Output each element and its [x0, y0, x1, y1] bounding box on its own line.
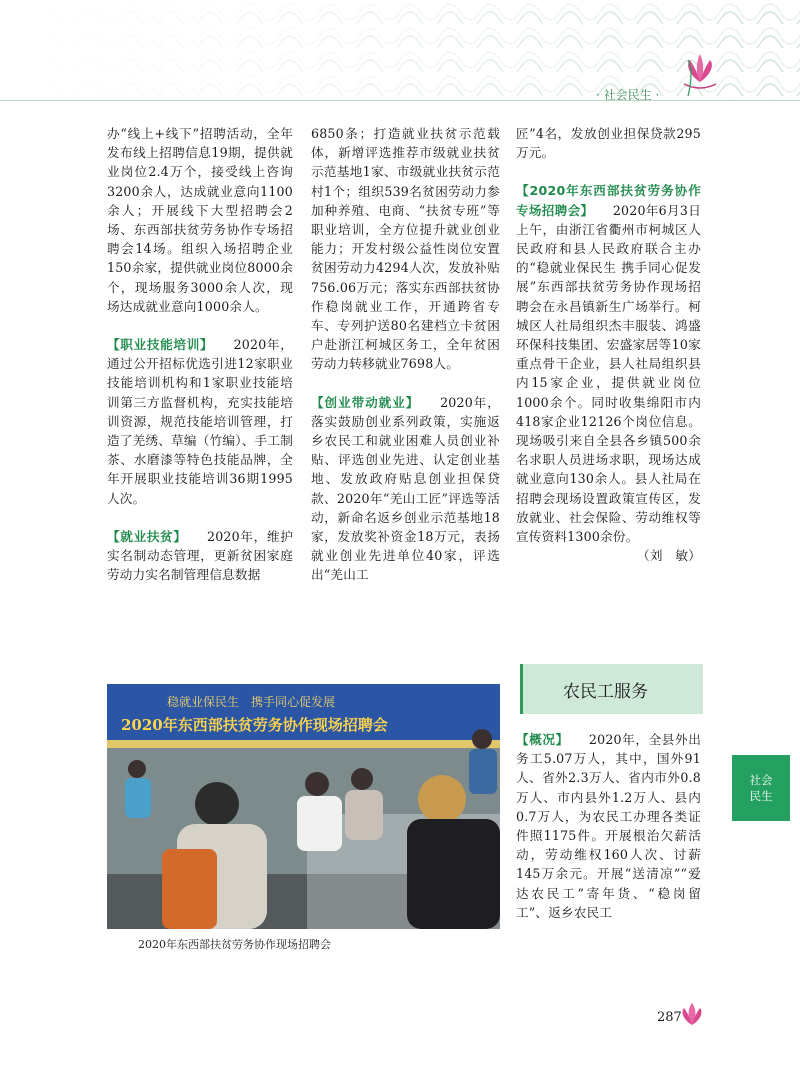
text-column-2	[311, 124, 500, 585]
section-title: 农民工服务	[563, 682, 648, 702]
paragraph: 【概况】 2020年，全县外出务工5.07万人，其中，国外91人、省外2.3万人、省内市外0.8万人、市内县外1.2万人、县内0.7万人，为农民工办理各类证件照1175件。开展根治欠薪活动，劳动维权160人次、讨薪145万余元。开展“送清凉”“爱达农民工”寄年货、“稳岗留工”、返乡农民工	[516, 732, 701, 920]
photo-caption: 2020年东西部扶贫劳务协作现场招聘会	[138, 938, 331, 951]
section-keyword: 【就业扶贫】	[107, 528, 181, 544]
header-rule	[0, 100, 800, 101]
header-decoration	[0, 0, 800, 100]
paragraph: 【2020年东西部扶贫劳务协作专场招聘会】 2020年6月3日上午，由浙江省衢州市柯城区人民政府和县人民政府联合主办的“稳就业保民生 携手同心促发展”东西部扶贫劳务协作现场招聘会在永昌镇新生广场举行。柯城区人社局组织杰丰服装、鸿盛环保科技集团、宏盛家居等10家重点骨干企业，县人社局组织县内15家企业，提供就业岗位1000余个。同时收集绵阳市内418家企业12126个岗位信息。现场吸引来自全县各乡镇500余名求职人员进场求职，现场达成就业意向130余人。县人社局在招聘会现场设置政策宣传区，发放就业、社会保险、劳动维权等宣传资料1300余份。	[516, 183, 701, 545]
banner-line-2: 2020年东西部扶贫劳务协作现场招聘会	[121, 716, 388, 734]
paragraph: 【职业技能培训】 2020年，通过公开招标优选引进12家职业技能培训机构和1家职业技能培训第三方监督机构，充实技能培训资源，规范技能培训管理，打造了羌绣、草编（竹编）、手工制茶、水磨漆等特色技能品牌，全年开展职业技能培训36期1995人次。	[107, 337, 293, 506]
banner-line-1: 稳就业保民生 携手同心促发展	[167, 695, 336, 709]
paragraph: 【创业带动就业】 2020年，落实鼓励创业系列政策，实施返乡农民工和就业困难人员创业补贴、评选创业先进、认定创业基地、发放政府贴息创业担保贷款、2020年“羌山工匠”评选等活动，新命名返乡创业示范基地18家，发放奖补资金18万元，表扬就业创业先进单位40家，评选出“羌山工	[311, 394, 500, 583]
text-column-3-lower	[516, 730, 701, 922]
section-keyword: 【概况】	[516, 732, 563, 747]
wave-pattern-icon	[0, 0, 800, 100]
side-section-tab: 社会民生	[732, 755, 790, 821]
section-keyword: 【创业带动就业】	[311, 394, 413, 410]
paragraph: 【就业扶贫】 2020年，维护实名制动态管理，更新贫困家庭劳动力实名制管理信息数据	[107, 528, 293, 583]
section-keyword: 【职业技能培训】	[107, 337, 207, 353]
section-keyword: 【2020年东西部扶贫劳务协作专场招聘会】	[516, 183, 701, 218]
section-title-box	[520, 664, 703, 714]
paragraph: 6850条；打造就业扶贫示范载体，新增评选推荐市级就业扶贫示范基地1家、市级就业扶贫示范村1个；组织539名贫困劳动力参加种养殖、电商、“扶贫专班”等职业培训，全方位提升就业创业能力；开发村级公益性岗位安置贫困劳动力4294人次，发放补贴756.06万元；落实东西部扶贫协作稳岗就业工作，开通跨省专车、专列护送80名建档立卡贫困户赴浙江柯城区务工，全年贫困劳动力转移就业7698人。	[311, 126, 500, 372]
photo-illustration	[107, 684, 500, 929]
event-photo	[107, 684, 500, 929]
paragraph: 办“线上+线下”招聘活动，全年发布线上招聘信息19期，提供就业岗位2.4万个，接受线上咨询3200余人，达成就业意向1100余人；开展线下大型招聘会2场、东西部扶贫劳务协作专场招聘会14场。组织入场招聘企业150余家，提供就业岗位8000余个，现场服务3000余人次，现场达成就业意向1000余人。	[107, 126, 293, 314]
page-number: 287	[657, 1010, 682, 1025]
lotus-icon	[681, 1003, 703, 1029]
header-section-label: · 社会民生 ·	[596, 88, 660, 102]
text-column-3	[516, 124, 701, 565]
text-column-1	[107, 124, 293, 584]
paragraph: 匠”4名，发放创业担保贷款295万元。	[516, 126, 701, 161]
author-credit: （刘 敏）	[637, 548, 701, 564]
